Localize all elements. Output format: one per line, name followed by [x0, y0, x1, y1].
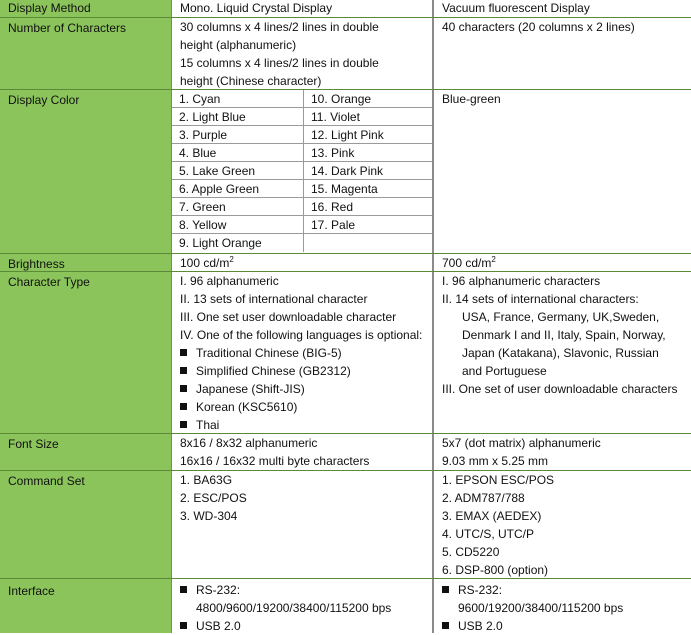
vfd-cell — [434, 254, 691, 272]
lcd-bullet — [180, 617, 241, 635]
color-cell — [172, 198, 303, 216]
color-cell — [172, 90, 303, 108]
bullet-icon — [180, 349, 187, 356]
vfd-value: Vacuum fluorescent Display — [442, 1, 590, 15]
vfd-line: 5. CD5220 — [442, 545, 500, 559]
lcd-line: 8x16 / 8x32 alphanumeric — [180, 436, 318, 450]
color-cell — [172, 126, 303, 144]
bullet-text: USB 2.0 — [458, 619, 503, 633]
color-cell — [304, 144, 432, 162]
color-cell — [172, 162, 303, 180]
vfd-line: 5x7 (dot matrix) alphanumeric — [442, 436, 601, 450]
color-cell — [304, 216, 432, 234]
color-option: 5. Lake Green — [179, 164, 256, 178]
vfd-line: 9.03 mm x 5.25 mm — [442, 454, 549, 468]
color-cell — [172, 234, 303, 252]
lcd-line: 1. BA63G — [180, 473, 233, 487]
color-option: 10. Orange — [311, 92, 372, 106]
row-label: Brightness — [8, 257, 65, 271]
lcd-bullet — [180, 380, 305, 398]
lcd-line: 30 columns x 4 lines/2 lines in double — [180, 20, 379, 34]
row-character-type — [0, 271, 691, 434]
color-cell — [304, 90, 432, 108]
lcd-cell — [172, 18, 434, 90]
vfd-line: Denmark I and II, Italy, Spain, Norway, — [462, 328, 666, 342]
vfd-value: Blue-green — [442, 92, 501, 106]
lcd-line: 15 columns x 4 lines/2 lines in double — [180, 56, 379, 70]
bullet-icon — [180, 586, 187, 593]
row-number-of-characters — [0, 17, 691, 90]
lcd-line: 2. ESC/POS — [180, 491, 247, 505]
color-option: 13. Pink — [311, 146, 355, 160]
row-label: Display Color — [8, 93, 80, 107]
vfd-line: 2. ADM787/788 — [442, 491, 525, 505]
vfd-cell — [434, 272, 691, 434]
row-label: Character Type — [8, 275, 90, 289]
lcd-bullet — [180, 344, 342, 362]
lcd-cell — [172, 434, 434, 471]
color-cell — [172, 108, 303, 126]
vfd-line: 4. UTC/S, UTC/P — [442, 527, 535, 541]
color-option: 2. Light Blue — [179, 110, 246, 124]
lcd-line: 4800/9600/19200/38400/115200 bps — [196, 601, 392, 615]
lcd-line: 16x16 / 16x32 multi byte characters — [180, 454, 370, 468]
color-option: 7. Green — [179, 200, 226, 214]
color-cell — [172, 216, 303, 234]
color-option: 12. Light Pink — [311, 128, 384, 142]
color-option: 1. Cyan — [179, 92, 221, 106]
lcd-bullet — [180, 398, 297, 416]
vfd-cell — [434, 471, 691, 579]
bullet-icon — [442, 586, 449, 593]
row-label: Command Set — [8, 474, 85, 488]
vfd-cell — [434, 18, 691, 90]
bullet-icon — [180, 367, 187, 374]
vfd-line: II. 14 sets of international characters: — [442, 292, 639, 306]
lcd-line: IV. One of the following languages is optional: — [180, 328, 423, 342]
color-cell — [304, 108, 432, 126]
vfd-line: I. 96 alphanumeric characters — [442, 274, 601, 288]
lcd-cell — [172, 90, 434, 254]
vfd-cell — [434, 90, 691, 254]
color-option: 3. Purple — [179, 128, 228, 142]
color-option: 6. Apple Green — [179, 182, 260, 196]
vfd-bullet — [442, 581, 502, 599]
lcd-cell — [172, 579, 434, 633]
vfd-line: 9600/19200/38400/115200 bps — [458, 601, 624, 615]
bullet-icon — [442, 622, 449, 629]
bullet-text: Thai — [196, 418, 220, 432]
vfd-line: Japan (Katakana), Slavonic, Russian — [462, 346, 659, 360]
label-cell — [0, 579, 172, 633]
vfd-line: 1. EPSON ESC/POS — [442, 473, 555, 487]
label-cell — [0, 90, 172, 254]
color-option: 11. Violet — [311, 110, 360, 124]
vfd-line: 40 characters (20 columns x 2 lines) — [442, 20, 635, 34]
vfd-bullet — [442, 617, 503, 635]
color-cell — [304, 162, 432, 180]
label-cell — [0, 0, 172, 17]
bullet-text: Simplified Chinese (GB2312) — [196, 364, 351, 378]
row-brightness — [0, 253, 691, 272]
bullet-text: RS-232: — [458, 583, 503, 597]
bullet-text: Korean (KSC5610) — [196, 400, 298, 414]
color-option: 17. Pale — [311, 218, 356, 232]
bullet-text: Japanese (Shift-JIS) — [196, 382, 305, 396]
row-label: Number of Characters — [8, 21, 127, 35]
lcd-bullet — [180, 416, 219, 434]
vfd-line: and Portuguese — [462, 364, 547, 378]
lcd-brightness: 100 cd/m — [180, 256, 230, 270]
row-display-method — [0, 0, 691, 17]
color-cell — [172, 180, 303, 198]
vfd-value — [442, 254, 496, 272]
lcd-cell — [172, 471, 434, 579]
lcd-line: height (Chinese character) — [180, 74, 322, 88]
bullet-text: Traditional Chinese (BIG-5) — [196, 346, 342, 360]
color-cell — [304, 180, 432, 198]
row-display-color — [0, 89, 691, 254]
color-cell — [172, 144, 303, 162]
vfd-cell — [434, 434, 691, 471]
color-option: 8. Yellow — [179, 218, 227, 232]
lcd-line: II. 13 sets of international character — [180, 292, 368, 306]
row-font-size — [0, 433, 691, 471]
vfd-line: III. One set of user downloadable characters — [442, 382, 678, 396]
vfd-brightness-exp: 2 — [491, 255, 496, 264]
lcd-brightness-exp: 2 — [229, 255, 234, 264]
bullet-icon — [180, 421, 187, 428]
row-label: Font Size — [8, 437, 59, 451]
label-cell — [0, 471, 172, 579]
label-cell — [0, 18, 172, 90]
lcd-value — [180, 254, 234, 272]
lcd-cell — [172, 254, 434, 272]
color-grid-divider — [303, 90, 304, 252]
row-label: Display Method — [8, 1, 91, 15]
lcd-line: 3. WD-304 — [180, 509, 238, 523]
vfd-line: USA, France, Germany, UK,Sweden, — [462, 310, 660, 324]
label-cell — [0, 272, 172, 434]
color-option: 15. Magenta — [311, 182, 378, 196]
color-option: 14. Dark Pink — [311, 164, 384, 178]
bullet-icon — [180, 385, 187, 392]
row-interface — [0, 578, 691, 633]
lcd-bullet — [180, 362, 351, 380]
bullet-icon — [180, 622, 187, 629]
color-cell — [304, 198, 432, 216]
lcd-cell — [172, 272, 434, 434]
vfd-cell — [434, 579, 691, 633]
bullet-text: RS-232: — [196, 583, 241, 597]
lcd-cell — [172, 0, 434, 17]
color-cell — [304, 126, 432, 144]
lcd-value: Mono. Liquid Crystal Display — [180, 1, 333, 15]
label-cell — [0, 254, 172, 272]
vfd-line: 6. DSP-800 (option) — [442, 563, 549, 577]
vfd-brightness: 700 cd/m — [442, 256, 492, 270]
bullet-text: USB 2.0 — [196, 619, 241, 633]
lcd-line: III. One set user downloadable character — [180, 310, 397, 324]
color-option: 16. Red — [311, 200, 354, 214]
vfd-line: 3. EMAX (AEDEX) — [442, 509, 542, 523]
row-label: Interface — [8, 584, 55, 598]
bullet-icon — [180, 403, 187, 410]
vfd-cell — [434, 0, 691, 17]
color-option: 4. Blue — [179, 146, 217, 160]
lcd-bullet — [180, 581, 240, 599]
color-option: 9. Light Orange — [179, 236, 262, 250]
lcd-line: height (alphanumeric) — [180, 38, 297, 52]
label-cell — [0, 434, 172, 471]
lcd-line: I. 96 alphanumeric — [180, 274, 279, 288]
row-command-set — [0, 470, 691, 579]
